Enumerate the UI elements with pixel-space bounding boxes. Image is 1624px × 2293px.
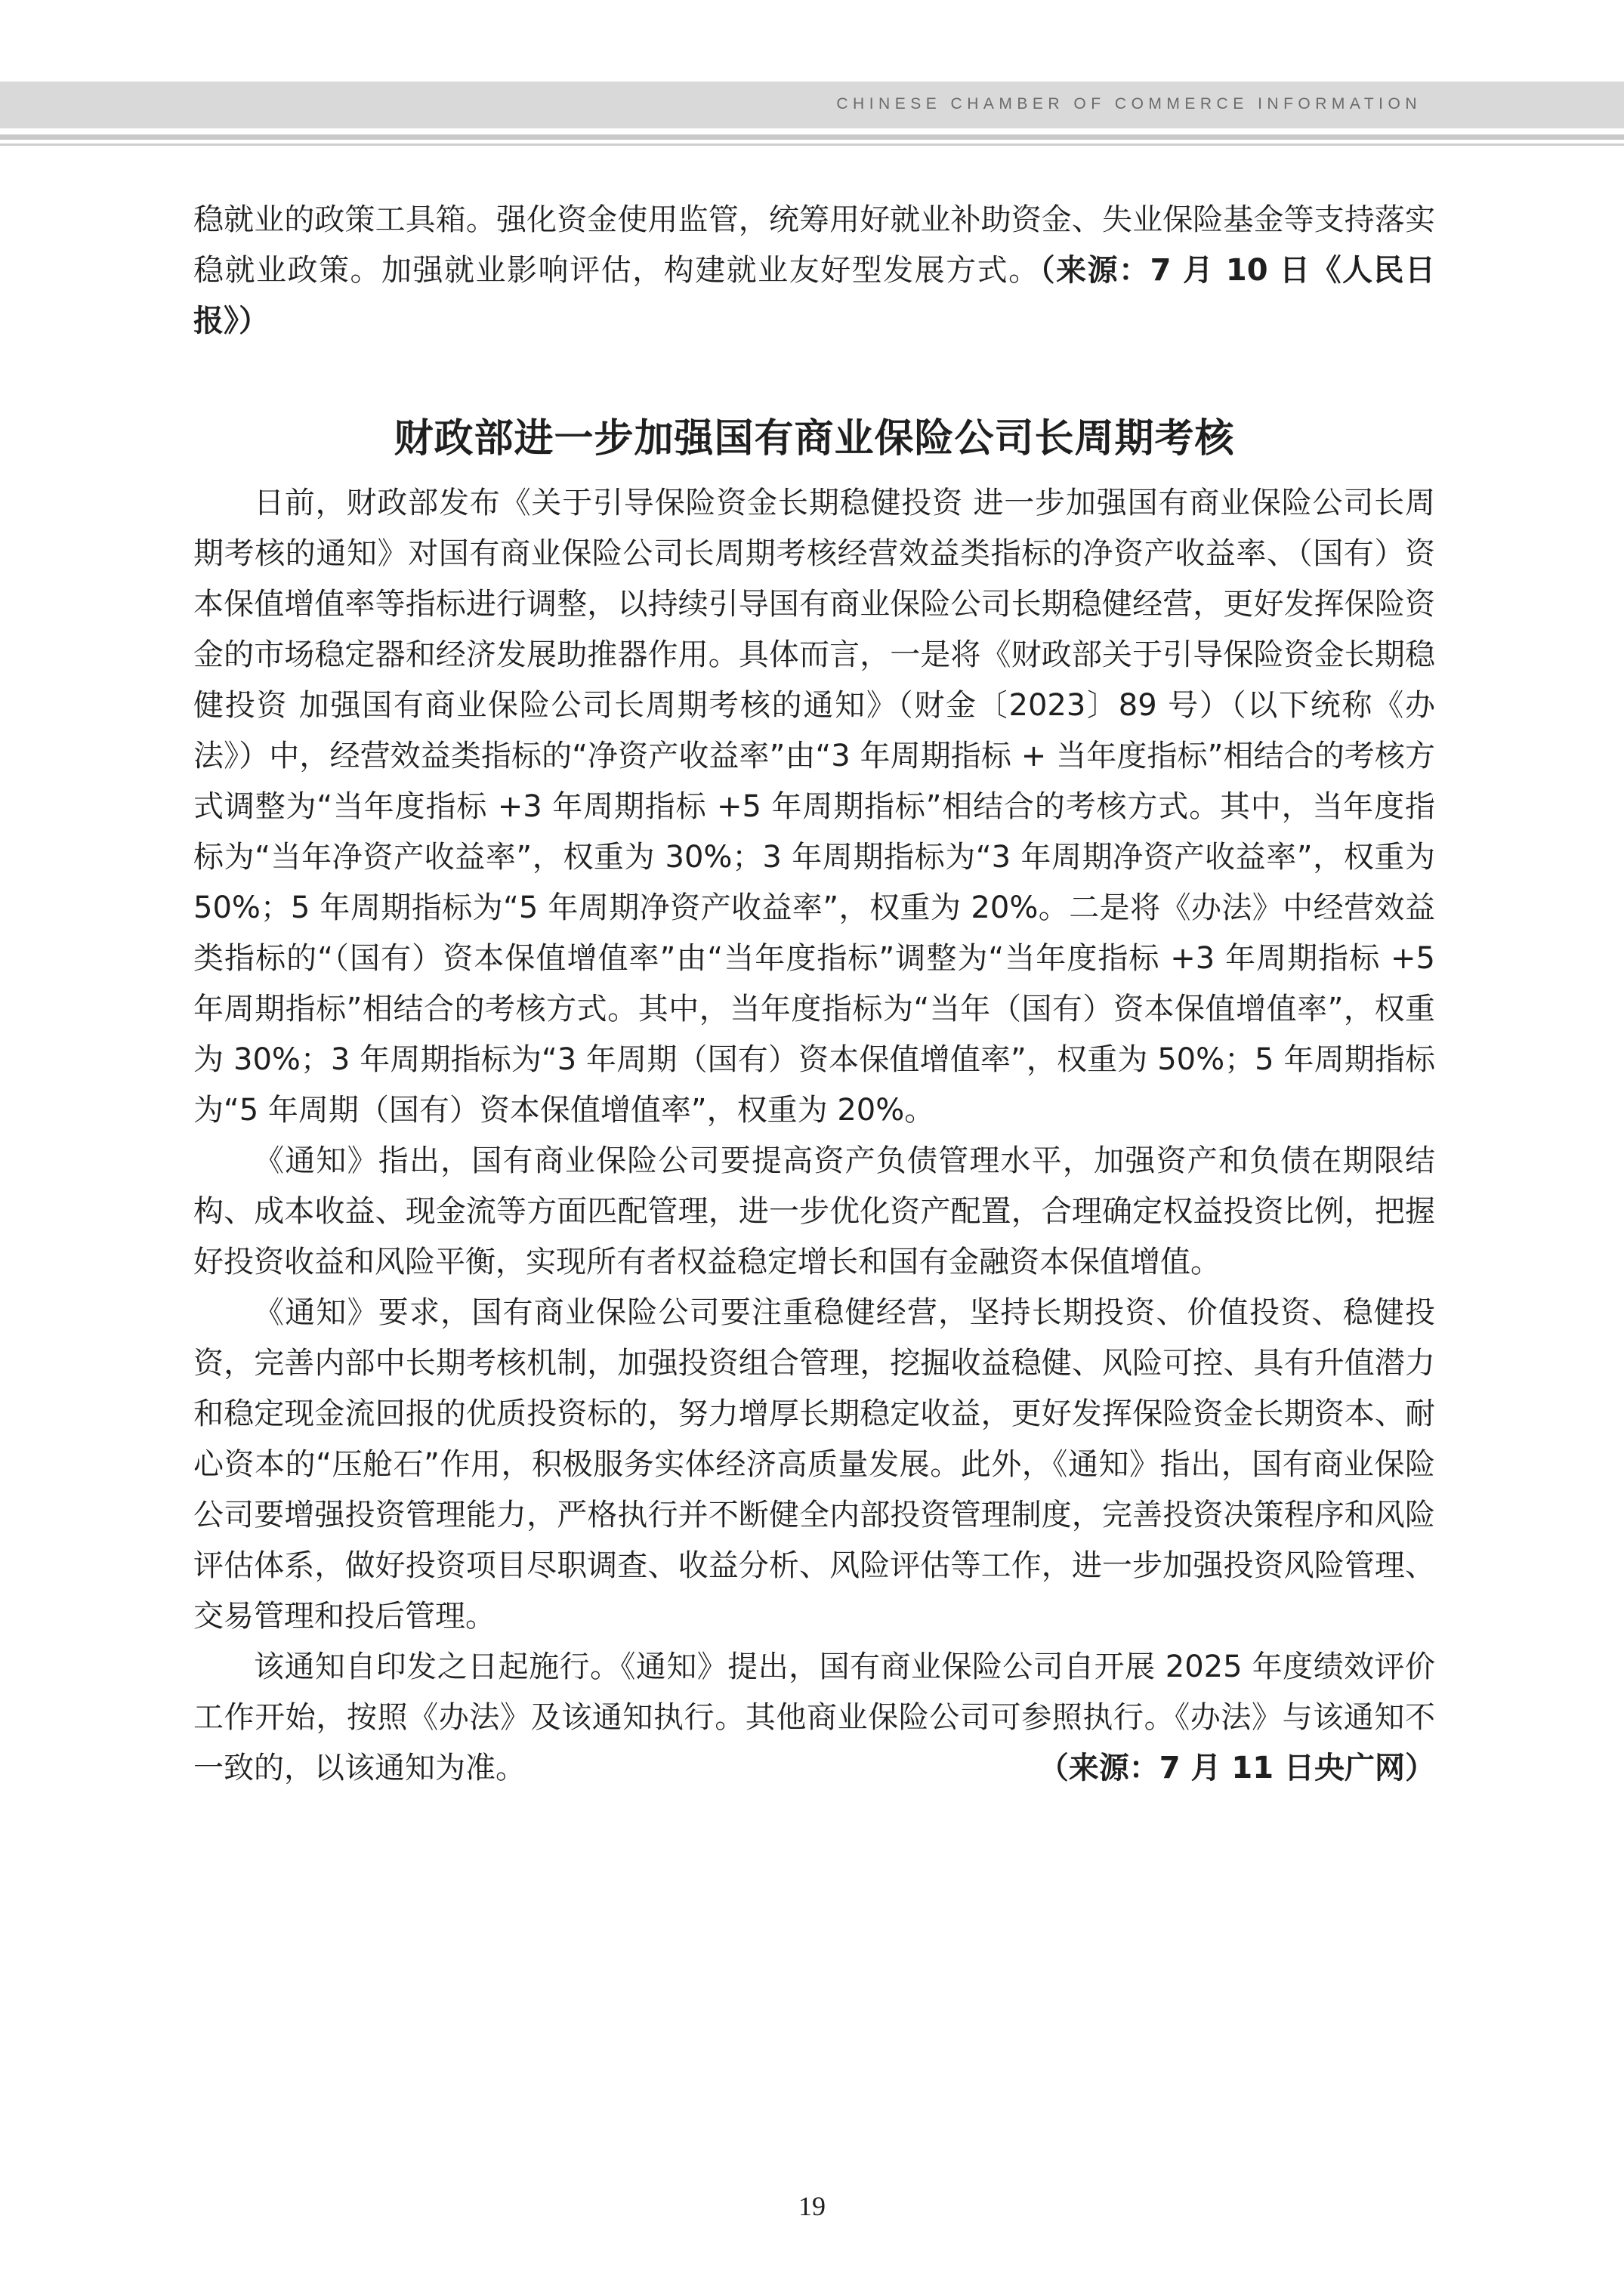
article-source: （来源：7 月 11 日央广网） (1038, 1751, 1435, 1785)
article-title: 财政部进一步加强国有商业保险公司长周期考核 (394, 416, 1235, 461)
article-paragraph-1: 日前，财政部发布《关于引导保险资金长期稳健投资 进一步加强国有商业保险公司长周期考核的通知》对国有商业保险公司长周期考核经营效益类指标的净资产收益率、（国有）资本保值增值率等指标进行调整，以持续引导国有商业保险公司长期稳健经营，更好发挥保险资金的市场稳定器和经济发展助推器作用。具体而言，一是将《财政部关于引导保险资金长期稳健投资 加强国有商业保险公司长周期考核的通知》（财金〔2023〕89 号）（以下统称《办法》）中，经营效益类指标的“净资产收益率”由“3 年周期指标 + 当年度指标”相结合的考核方式调整为“当年度指标 +3 年周期指标 +5 年周期指标”相结合的考核方式。其中，当年度指标为“当年净资产收益率”，权重为 30%；3 年周期指标为“3 年周期净资产收益率”，权重为 50%；5 年周期指标为“5 年周期净资产收益率”，权重为 20%。二是将《办法》中经营效益类指标的“（国有）资本保值增值率”由“当年度指标”调整为“当年度指标 +3 年周期指标 +5 年周期指标”相结合的考核方式。其中，当年度指标为“当年（国有）资本保值增值率”，权重为 30%；3 年周期指标为“3 年周期（国有）资本保值增值率”，权重为 50%；5 年周期指标为“5 年周期（国有）资本保值增值率”，权重为 20%。 (193, 486, 1435, 1128)
article-paragraph-3: 《通知》要求，国有商业保险公司要注重稳健经营，坚持长期投资、价值投资、稳健投资，完善内部中长期考核机制，加强投资组合管理，挖掘收益稳健、风险可控、具有升值潜力和稳定现金流回报的优质投资标的，努力增厚长期稳定收益，更好发挥保险资金长期资本、耐心资本的“压舱石”作用，积极服务实体经济高质量发展。此外，《通知》指出，国有商业保险公司要增强投资管理能力，严格执行并不断健全内部投资管理制度，完善投资决策程序和风险评估体系，做好投资项目尽职调查、收益分析、风险评估等工作，进一步加强投资风险管理、交易管理和投后管理。 (193, 1295, 1435, 1634)
lead-text: 稳就业的政策工具箱。强化资金使用监管，统筹用好就业补助资金、失业保险基金等支持落实稳就业政策。加强就业影响评估，构建就业友好型发展方式。 (193, 202, 1435, 288)
header-divider (0, 134, 1624, 140)
article-paragraph-2: 《通知》指出，国有商业保险公司要提高资产负债管理水平，加强资产和负债在期限结构、成本收益、现金流等方面匹配管理，进一步优化资产配置，合理确定权益投资比例，把握好投资收益和风险平衡，实现所有者权益稳定增长和国有金融资本保值增值。 (193, 1143, 1435, 1279)
page-content (193, 195, 1435, 1794)
page-number: 19 (798, 2191, 826, 2221)
publication-name: CHINESE CHAMBER OF COMMERCE INFORMATION (836, 95, 1422, 113)
article-paragraph-4-text: 该通知自印发之日起施行。《通知》提出，国有商业保险公司自开展 2025 年度绩效评价工作开始，按照《办法》及该通知执行。其他商业保险公司可参照执行。《办法》与该通知不一致的，以该通知为准。 (193, 1650, 1435, 1785)
lead-source: （来源：7 月 10 日《人民日报》） (193, 253, 1435, 338)
header-divider-thin (0, 144, 1624, 146)
lead-paragraph (193, 195, 1435, 347)
article-paragraph-4 (193, 1642, 1435, 1794)
